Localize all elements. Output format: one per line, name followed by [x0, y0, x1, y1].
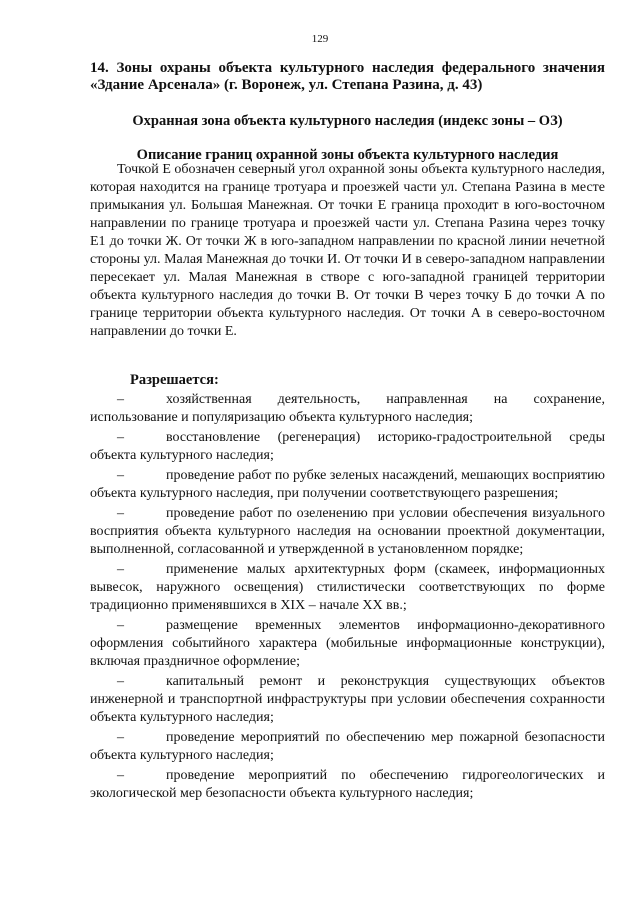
- dash-marker: –: [117, 674, 124, 689]
- page-number: 129: [311, 33, 329, 45]
- allowed-item: [90, 673, 605, 727]
- allowed-item: [90, 467, 605, 503]
- dash-marker: –: [117, 730, 124, 745]
- allowed-item: [90, 561, 605, 615]
- allowed-item: [90, 429, 605, 465]
- dash-marker: –: [117, 618, 124, 633]
- allowed-item-text: хозяйственная деятельность, направленная на сохранение, использование и популяризацию объекта культурного наследия;: [90, 392, 605, 425]
- allowed-item-text: проведение работ по рубке зеленых насаждений, мешающих восприятию объекта культурного наследия, при получении соответствующего разрешения;: [90, 468, 605, 501]
- description-heading: Описание границ охранной зоны объекта культурного наследия: [136, 147, 559, 163]
- dash-marker: –: [117, 430, 124, 445]
- allowed-label: Разрешается:: [130, 372, 219, 388]
- dash-marker: –: [117, 468, 124, 483]
- allowed-item: [90, 505, 605, 559]
- allowed-item-text: проведение работ по озеленению при условии обеспечения визуального восприятия объекта культурного наследия на основании проектной документации, выполненной, согласованной и утвержденной в установленном порядке;: [90, 506, 605, 557]
- allowed-item-text: размещение временных элементов информационно-декоративного оформления событийного характера (мобильные информационные конструкции), включая праздничное оформление;: [90, 618, 605, 669]
- allowed-item-text: проведение мероприятий по обеспечению мер пожарной безопасности объекта культурного наследия;: [90, 730, 605, 763]
- zone-heading: Охранная зона объекта культурного наследия (индекс зоны – ОЗ): [132, 113, 563, 129]
- dash-marker: –: [117, 506, 124, 521]
- allowed-item: [90, 617, 605, 671]
- allowed-item-text: применение малых архитектурных форм (скамеек, информационных вывесок, наружного освещения) стилистически соответствующих по форме традиционно применявшихся в XIX – начале XX вв.;: [90, 562, 605, 613]
- allowed-list: [90, 391, 605, 805]
- allowed-item: [90, 391, 605, 427]
- description-paragraph: Точкой Е обозначен северный угол охранной зоны объекта культурного наследия, которая находится на границе тротуара и проезжей части ул. Степана Разина в месте примыкания ул. Большая Манежная. От точки Е граница проходит в юго-восточном направлении по границе тротуара и проезжей части ул. Степана Разина через точку Е1 до точки Ж. От точки Ж в юго-западном направлении по красной линии нечетной стороны ул. Малая Манежная до точки И. От точки И в северо-западном направлении пересекает ул. Малая Манежная в створе с юго-западной границей территории объекта культурного наследия до точки В. От точки В через точку Б до точки А по границе территории объекта культурного наследия. От точки А в северо-восточном направлении до точки Е.: [90, 162, 605, 339]
- dash-marker: –: [117, 392, 124, 407]
- dash-marker: –: [117, 562, 124, 577]
- dash-marker: –: [117, 768, 124, 783]
- allowed-item-text: капитальный ремонт и реконструкция существующих объектов инженерной и транспортной инфраструктуры при условии обеспечения сохранности объекта культурного наследия;: [90, 674, 605, 725]
- allowed-item: [90, 767, 605, 803]
- allowed-item: [90, 729, 605, 765]
- allowed-item-text: проведение мероприятий по обеспечению гидрогеологических и экологической мер безопасности объекта культурного наследия;: [90, 768, 605, 801]
- allowed-item-text: восстановление (регенерация) историко-градостроительной среды объекта культурного наследия;: [90, 430, 605, 463]
- section-title: 14. Зоны охраны объекта культурного наследия федерального значения «Здание Арсенала» (г. Воронеж, ул. Степана Разина, д. 43): [90, 60, 605, 93]
